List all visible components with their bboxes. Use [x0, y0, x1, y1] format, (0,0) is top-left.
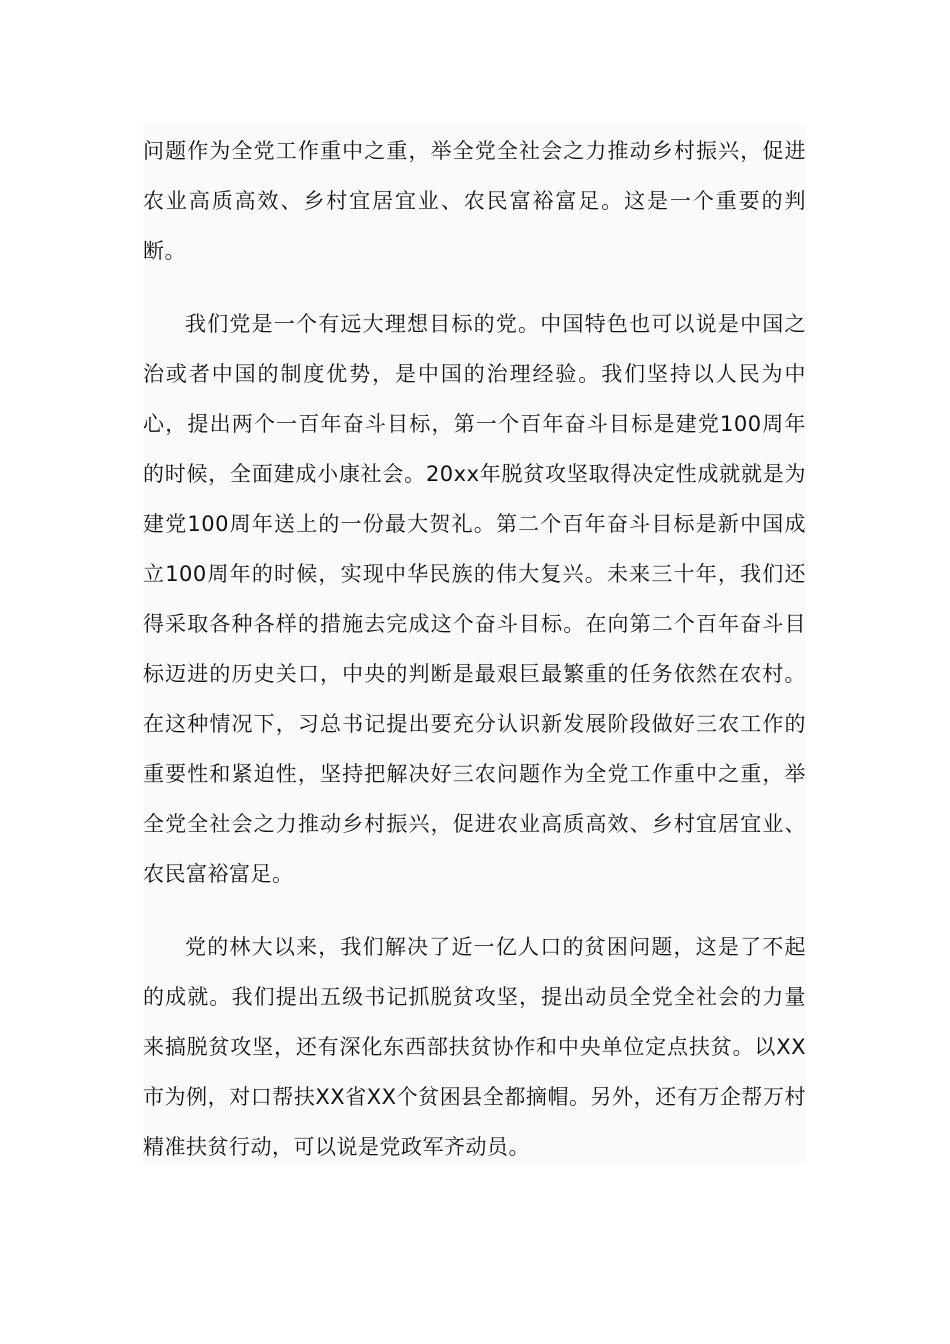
document-body	[143, 124, 806, 1164]
paragraph-2: 我们党是一个有远大理想目标的党。中国特色也可以说是中国之治或者中国的制度优势，是中国的治理经验。我们坚持以人民为中心，提出两个一百年奋斗目标，第一个百年奋斗目标是建党100周年的时候，全面建成小康社会。20xx年脱贫攻坚取得决定性成就就是为建党100周年送上的一份最大贺礼。第二个百年奋斗目标是新中国成立100周年的时候，实现中华民族的伟大复兴。未来三十年，我们还得采取各种各样的措施去完成这个奋斗目标。在向第二个百年奋斗目标迈进的历史关口，中央的判断是最艰巨最繁重的任务依然在农村。在这种情况下，习总书记提出要充分认识新发展阶段做好三农工作的重要性和紧迫性，坚持把解决好三农问题作为全党工作重中之重，举全党全社会之力推动乡村振兴，促进农业高质高效、乡村宜居宜业、农民富裕富足。	[143, 312, 806, 886]
paragraph-1: 问题作为全党工作重中之重，举全党全社会之力推动乡村振兴，促进农业高质高效、乡村宜居宜业、农民富裕富足。这是一个重要的判断。	[143, 139, 806, 263]
paragraph-3: 党的林大以来，我们解决了近一亿人口的贫困问题，这是了不起的成就。我们提出五级书记抓脱贫攻坚，提出动员全党全社会的力量来搞脱贫攻坚，还有深化东西部扶贫协作和中央单位定点扶贫。以XX市为例，对口帮扶XX省XX个贫困县全都摘帽。另外，还有万企帮万村精准扶贫行动，可以说是党政军齐动员。	[143, 935, 806, 1159]
